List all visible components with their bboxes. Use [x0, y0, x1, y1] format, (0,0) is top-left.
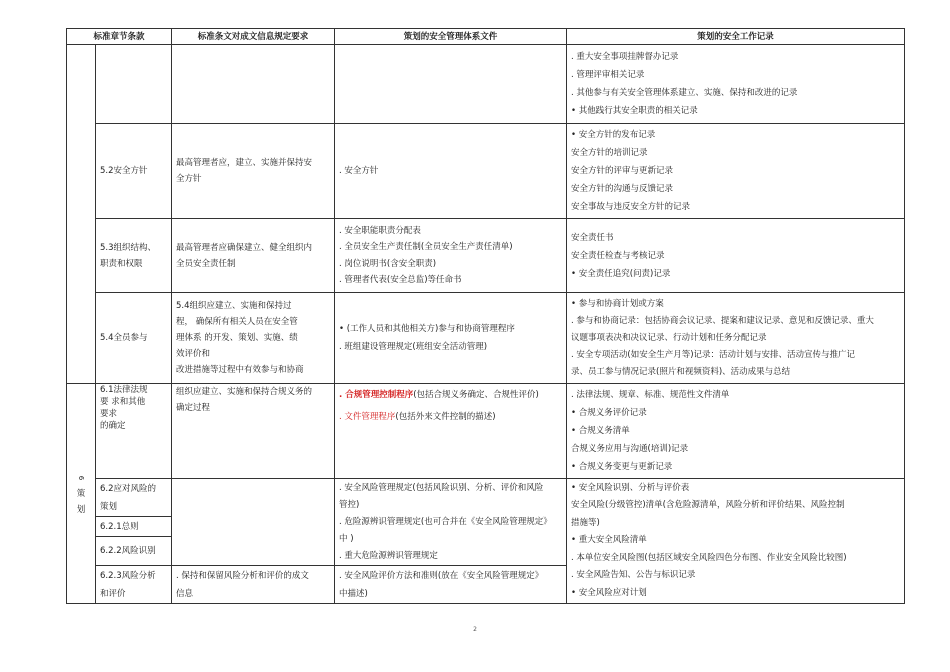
requirement-line: 信息: [176, 588, 194, 599]
table-row: [67, 293, 905, 384]
record-line: . 安全风险告知、公告与标识记录: [571, 570, 696, 581]
clause-cell: [96, 566, 172, 604]
record-line: . 其他参与有关安全管理体系建立、实施、保持和改进的记录: [571, 88, 798, 98]
table-row: [67, 124, 905, 219]
header-requirement: 标准条文对成文信息规定要求: [172, 29, 335, 45]
clause-label: 6.1法律法规: [100, 385, 148, 395]
table-row: [67, 45, 905, 124]
record-line: • 安全方针的发布记录: [571, 130, 656, 140]
document-line: . 安全风险评价方法和准则(放在《安全风险管理规定》: [339, 570, 544, 581]
requirement-cell: [172, 124, 335, 219]
header-clause: 标准章节条款: [67, 29, 172, 45]
documents-cell: [335, 566, 567, 604]
clause-document-table: [66, 28, 905, 604]
requirement-cell-empty: [172, 45, 335, 124]
record-line: 安全责任书: [571, 232, 614, 243]
requirement-cell: [172, 384, 335, 479]
documents-cell: [335, 479, 567, 566]
record-line: . 参与和协商记录：包括协商会议记录、提案和建议记录、意见和反馈记录、重大: [571, 315, 874, 326]
requirement-line: 组织应建立、实施和保持合规义务的: [176, 387, 313, 397]
header-documents: 策划的安全管理体系文件: [335, 29, 567, 45]
clause-cell-empty: [96, 45, 172, 124]
document-note: (包括外来文件控制的描述): [395, 412, 496, 422]
clause-label: 职责和权限: [100, 258, 143, 269]
clause-label: 6.2应对风险的: [100, 483, 157, 494]
record-line: • 安全风险识别、分析与评价表: [571, 482, 690, 493]
record-line: 安全风险(分级管控)清单(含危险源清单，风险分析和评价结果、风险控制: [571, 500, 845, 511]
documents-cell: [335, 384, 567, 479]
clause-label: 6.2.2风险识别: [100, 546, 156, 556]
records-cell: [567, 219, 905, 293]
clause-label: 和评价: [100, 588, 126, 599]
clause-label: 的确定: [100, 421, 126, 431]
requirement-cell: [172, 293, 335, 384]
record-line: • 合规义务清单: [571, 426, 630, 436]
records-cell: [567, 384, 905, 479]
chapter-number: 6: [77, 475, 85, 480]
records-cell: [567, 124, 905, 219]
chapter6-cell: [67, 384, 96, 604]
clause-cell: [96, 384, 172, 479]
requirement-line: 程， 确保所有相关人员在安全管: [176, 317, 298, 327]
page-number: 2: [473, 626, 477, 633]
record-line: 安全责任检查与考核记录: [571, 250, 665, 261]
requirement-line: 全方针: [176, 174, 202, 184]
table-row: [67, 384, 905, 479]
requirement-line: 理体系 的开发、策划、实施、绩: [176, 333, 298, 343]
chapter-title: 划: [76, 504, 86, 515]
clause-label: 6.2.1总则: [100, 521, 139, 532]
record-line: 合规义务应用与沟通(培训)记录: [571, 444, 689, 454]
record-line: • 合规义务评价记录: [571, 408, 647, 418]
record-line: 安全方针的培训记录: [571, 148, 648, 158]
table-row: [67, 219, 905, 293]
header-records: 策划的安全工作记录: [567, 29, 905, 45]
clause-label: 5.2安全方针: [100, 166, 148, 176]
record-line: 安全事故与违反安全方针的记录: [571, 202, 691, 212]
clause-cell: [96, 537, 172, 566]
requirement-line: 5.4组织应建立、实施和保持过: [176, 301, 292, 311]
document-line: . 安全方针: [339, 166, 379, 176]
requirement-cell-empty: [172, 479, 335, 566]
requirement-line: 最高管理者应，建立、实施并保持安: [176, 158, 313, 168]
document-line: . 全员安全生产责任制(全员安全生产责任清单): [339, 242, 513, 252]
documents-cell: [335, 219, 567, 293]
record-line: 议题事项表决和决议记录、行动计划和任务分配记录: [571, 332, 767, 343]
record-line: . 安全专项活动(如安全生产月等)记录：活动计划与安排、活动宣传与推广记: [571, 349, 856, 360]
clause-label: 6.2.3风险分析: [100, 570, 156, 581]
clause-cell: [96, 517, 172, 537]
requirement-line: . 保持和保留风险分析和评价的成文: [176, 570, 309, 581]
record-line: 措施等): [571, 517, 600, 528]
header-row: [67, 29, 905, 45]
record-line: • 其他践行其安全职责的相关记录: [571, 106, 698, 116]
clause-label: 5.3组织结构、: [100, 242, 157, 253]
record-line: . 重大安全事项挂牌督办记录: [571, 52, 679, 62]
clause-cell: [96, 219, 172, 293]
documents-cell: [335, 124, 567, 219]
records-cell: [567, 293, 905, 384]
document-line: [339, 406, 562, 428]
document-line: [339, 384, 562, 406]
clause-cell: [96, 293, 172, 384]
record-line: 安全方针的沟通与反馈记录: [571, 184, 674, 194]
requirement-cell: [172, 566, 335, 604]
records-cell: [567, 45, 905, 124]
document-line: 管控): [339, 499, 360, 510]
clause-label: 策划: [100, 501, 118, 512]
record-line: . 管理评审相关记录: [571, 70, 645, 80]
record-line: • 重大安全风险清单: [571, 535, 647, 546]
document-line: . 安全职能职责分配表: [339, 225, 421, 236]
document-name: . 合规管理控制程序: [339, 390, 414, 400]
document-line: 中描述): [339, 588, 368, 599]
document-line: . 岗位说明书(含安全职责): [339, 258, 437, 269]
chapter5-cell: [67, 45, 96, 384]
document-note: (包括合规义务确定、合规性评价): [413, 390, 539, 400]
requirement-line: 最高管理者应确保建立、健全组织内: [176, 242, 313, 253]
record-line: • 安全风险应对计划: [571, 587, 647, 598]
record-line: 录、员工参与情况记录(照片和视频资料)、活动成果与总结: [571, 366, 791, 377]
requirement-line: 确定过程: [176, 403, 211, 413]
clause-label: 要 求和其他: [100, 397, 146, 407]
record-line: . 本单位安全风险图(包括区域安全风险四色分布图、作业安全风险比较图): [571, 552, 847, 563]
clause-label: 5.4全员参与: [100, 333, 148, 343]
document-line: 中 ): [339, 533, 354, 544]
requirement-line: 全员安全责任制: [176, 258, 236, 269]
document-line: . 重大危险源辨识管理规定: [339, 550, 438, 561]
document-line: . 班组建设管理规定(班组安全活动管理): [339, 342, 488, 352]
document-line: . 危险源辨识管理规定(也可合并在《安全风险管理规定》: [339, 516, 552, 527]
record-line: . 法律法规、规章、标准、规范性文件清单: [571, 390, 730, 400]
table-row: [67, 479, 905, 517]
requirement-cell: [172, 219, 335, 293]
clause-label: 要求: [100, 409, 118, 419]
requirement-line: 效评价和: [176, 349, 211, 359]
document-line: . 管理者代表(安全总监)等任命书: [339, 275, 462, 285]
document-line: • (工作人员和其他相关方)参与和协商管理程序: [339, 324, 515, 334]
document-name: . 文件管理程序: [339, 412, 396, 422]
chapter-title: 策: [76, 488, 86, 499]
documents-cell-empty: [335, 45, 567, 124]
record-line: 安全方针的评审与更新记录: [571, 166, 674, 176]
record-line: • 参与和协商计划或方案: [571, 298, 664, 309]
record-line: • 合规义务变更与更新记录: [571, 462, 673, 472]
records-cell: [567, 479, 905, 604]
record-line: • 安全责任追究(问责)记录: [571, 268, 671, 279]
document-line: . 安全风险管理规定(包括风险识别、分析、评价和风险: [339, 482, 544, 493]
requirement-line: 改进措施等过程中有效参与和协商: [176, 365, 304, 375]
clause-cell: [96, 479, 172, 517]
documents-cell: [335, 293, 567, 384]
clause-cell: [96, 124, 172, 219]
